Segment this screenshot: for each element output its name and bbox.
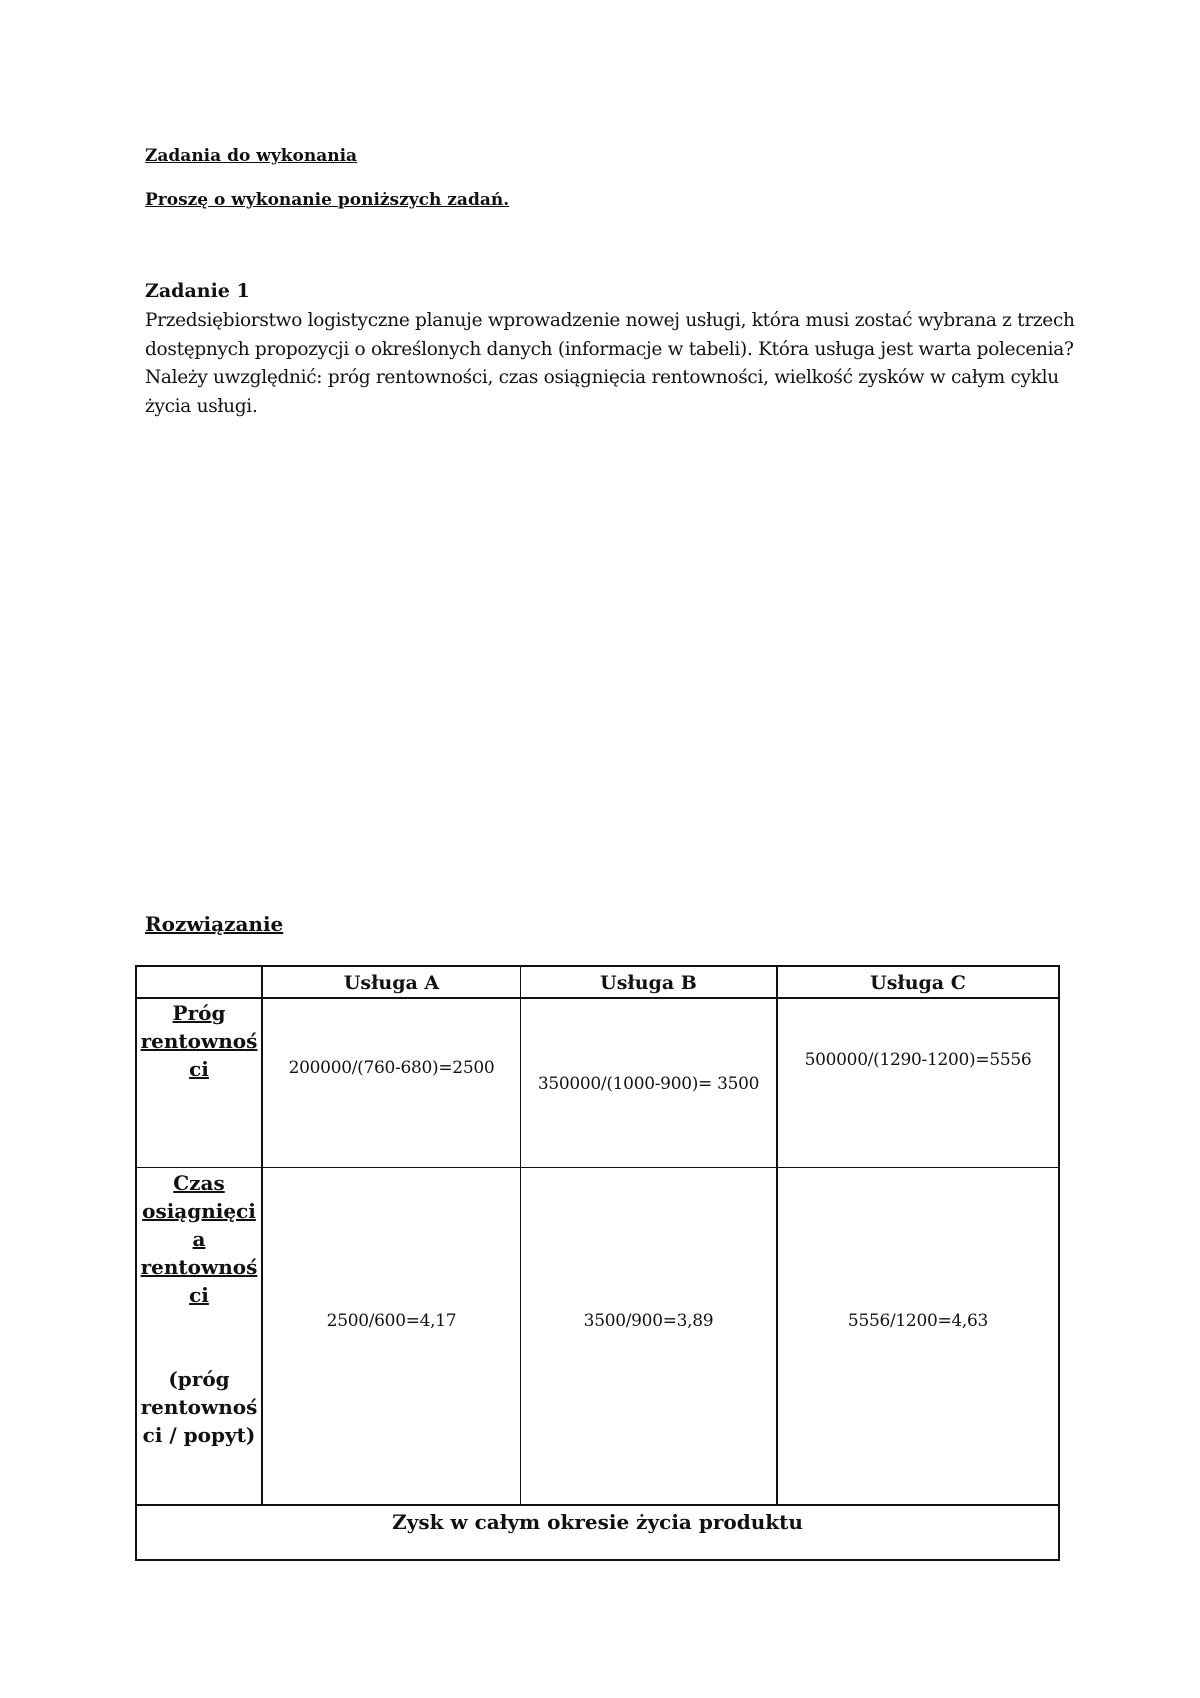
task-title: Zadanie 1: [145, 280, 250, 302]
row-label-line: rentownoś: [140, 1255, 258, 1279]
row-label-line: Czas: [173, 1171, 225, 1195]
row-label-line: osiągnięci: [142, 1199, 256, 1223]
row-label-break-even: [137, 999, 261, 1083]
row-label-time-to-profit: [137, 1169, 261, 1449]
row-label-note-line: rentownoś: [140, 1395, 258, 1419]
cell-time-c: 5556/1200=4,63: [847, 1311, 989, 1331]
row-label-spacer: [137, 1309, 261, 1365]
cell-break-even-b: 350000/(1000-900)= 3500: [537, 1074, 760, 1094]
solution-title: Rozwiązanie: [145, 912, 284, 936]
solution-table: [135, 965, 1060, 1561]
cell-time-a: 2500/600=4,17: [326, 1311, 457, 1331]
row-label-line: ci: [189, 1057, 209, 1081]
table-rule: [137, 997, 1058, 999]
row-label-note-line: ci / popyt): [142, 1423, 256, 1447]
row-label-line: a: [192, 1227, 206, 1251]
table-rule: [261, 967, 263, 1504]
table-rule: [137, 1504, 1058, 1506]
table-footer-profit: Zysk w całym okresie życia produktu: [392, 1510, 803, 1534]
row-label-line: rentownoś: [140, 1029, 258, 1053]
task-description: Przedsiębiorstwo logistyczne planuje wprowadzenie nowej usługi, która musi zostać wybrana z trzech dostępnych propozycji o określonych danych (informacje w tabeli). Która usługa jest warta polecenia? Należy uwzględnić: próg rentowności, czas osiągnięcia rentowności, wielkość zysków w całym cyklu życia usługi.: [145, 310, 1075, 417]
cell-break-even-c: 500000/(1290-1200)=5556: [804, 1050, 1032, 1070]
column-header-c: Usługa C: [870, 972, 966, 994]
row-label-line: ci: [189, 1283, 209, 1307]
table-rule: [520, 967, 521, 1504]
table-rule: [137, 1167, 1058, 1168]
document-title: Zadania do wykonania: [145, 146, 358, 166]
document-subtitle: Proszę o wykonanie poniższych zadań.: [145, 190, 510, 210]
column-header-b: Usługa B: [600, 972, 697, 994]
row-label-note-line: (próg: [168, 1367, 230, 1391]
row-label-line: Próg: [172, 1001, 226, 1025]
table-rule: [776, 967, 778, 1504]
column-header-a: Usługa A: [343, 972, 440, 994]
cell-break-even-a: 200000/(760-680)=2500: [288, 1058, 495, 1078]
cell-time-b: 3500/900=3,89: [583, 1311, 714, 1331]
